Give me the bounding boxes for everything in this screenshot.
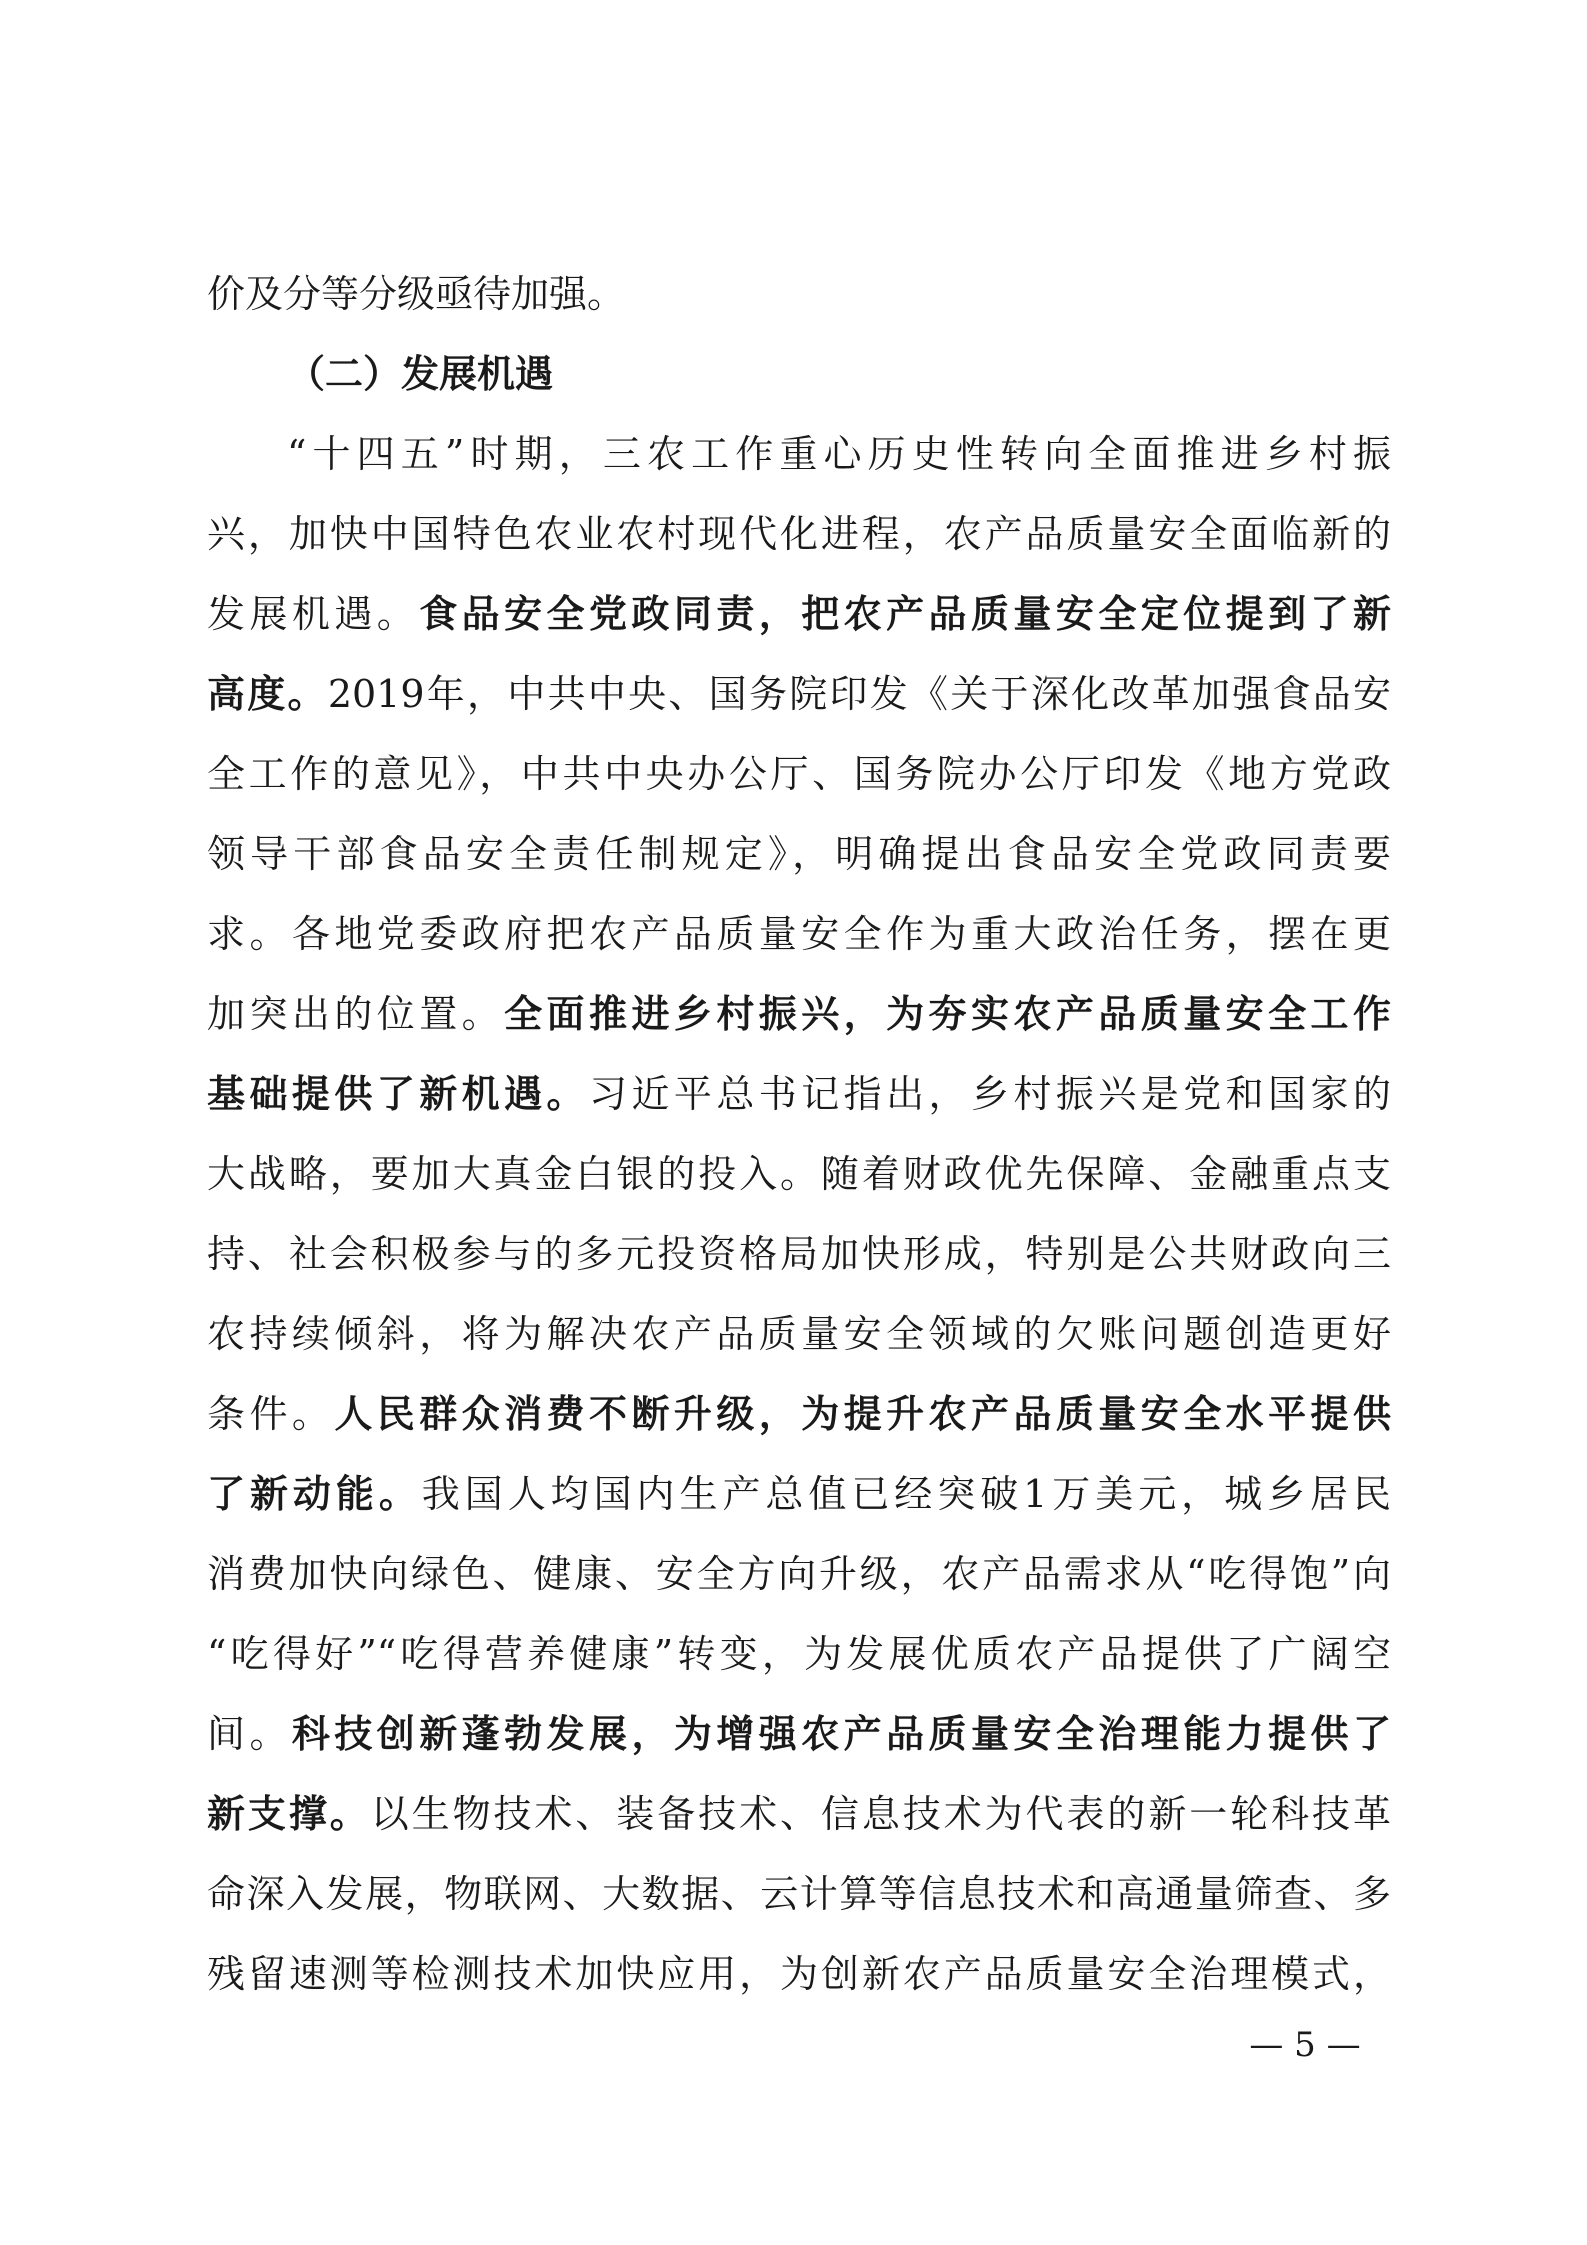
body-line-3: 兴，加快中国特色农业农村现代化进程，农产品质量安全面临新的 [207, 512, 1391, 556]
body-line-6: 全工作的意见》，中共中央办公厅、国务院办公厅印发《地方党政 [207, 752, 1391, 796]
body-line-16: 消费加快向绿色、健康、安全方向升级，农产品需求从“吃得饱”向 [207, 1552, 1391, 1596]
body-line-8: 求。各地党委政府把农产品质量安全作为重大政治任务，摆在更 [207, 912, 1391, 956]
body-line-12: 持、社会积极参与的多元投资格局加快形成，特别是公共财政向三 [207, 1232, 1391, 1276]
body-text: 间。 [207, 1712, 292, 1756]
body-line-9 [207, 985, 1391, 1043]
body-line-10 [207, 1065, 1391, 1123]
body-line-19 [207, 1785, 1391, 1843]
emphasis-text: 高度。 [207, 671, 328, 716]
emphasis-text: 了新动能。 [207, 1471, 422, 1516]
body-line-2: “十四五”时期，三农工作重心历史性转向全面推进乡村振 [287, 432, 1391, 476]
body-text: 以生物技术、装备技术、信息技术为代表的新一轮科技革 [370, 1792, 1391, 1836]
body-line-4 [207, 585, 1391, 643]
body-text: 我国人均国内生产总值已经突破1万美元，城乡居民 [421, 1472, 1391, 1516]
body-text: 2019年，中共中央、国务院印发《关于深化改革加强食品安 [327, 672, 1391, 716]
body-line-5 [207, 665, 1391, 723]
body-text: 条件。 [207, 1392, 335, 1436]
emphasis-text: 人民群众消费不断升级，为提升农产品质量安全水平提供 [334, 1391, 1391, 1436]
emphasis-text: 基础提供了新机遇。 [207, 1071, 589, 1116]
body-line-14 [207, 1385, 1391, 1443]
body-line-1 [207, 265, 1391, 323]
emphasis-text: 科技创新蓬勃发展，为增强农产品质量安全治理能力提供了 [291, 1711, 1391, 1756]
emphasis-text: 食品安全党政同责，把农产品质量安全定位提到了新 [419, 591, 1391, 636]
emphasis-text: 全面推进乡村振兴，为夯实农产品质量安全工作 [504, 991, 1391, 1036]
body-line-20: 命深入发展，物联网、大数据、云计算等信息技术和高通量筛查、多 [207, 1872, 1391, 1916]
body-text: 习近平总书记指出，乡村振兴是党和国家的 [589, 1072, 1391, 1116]
section-heading: （二）发展机遇 [287, 351, 554, 396]
body-line-11: 大战略，要加大真金白银的投入。随着财政优先保障、金融重点支 [207, 1152, 1391, 1196]
body-line-18 [207, 1705, 1391, 1763]
page-number: — 5 — [1249, 2025, 1361, 2065]
body-line-15 [207, 1465, 1391, 1523]
body-line-7: 领导干部食品安全责任制规定》，明确提出食品安全党政同责要 [207, 832, 1391, 876]
body-text: 价及分等分级亟待加强。 [207, 272, 626, 316]
body-text: 加突出的位置。 [207, 992, 505, 1036]
body-line-13: 农持续倾斜，将为解决农产品质量安全领域的欠账问题创造更好 [207, 1312, 1391, 1356]
emphasis-text: 新支撑。 [207, 1791, 371, 1836]
body-line-17: “吃得好”“吃得营养健康”转变，为发展优质农产品提供了广阔空 [207, 1632, 1391, 1676]
body-line-21: 残留速测等检测技术加快应用，为创新农产品质量安全治理模式， [207, 1952, 1391, 1996]
body-text: 发展机遇。 [207, 592, 420, 636]
